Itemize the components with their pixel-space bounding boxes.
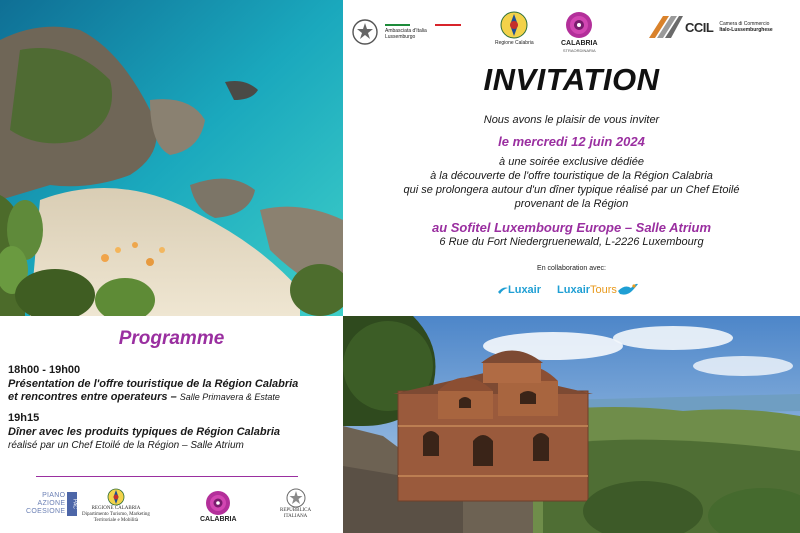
- regione-footer-line-2: Dipartimento Turismo, Marketing: [82, 512, 150, 517]
- regione-calabria-footer-logo: [82, 488, 150, 524]
- luxairtours-word-a: Luxair: [557, 284, 591, 296]
- calabria-straordinaria-logo: [561, 10, 598, 53]
- luxairtours-word-b: Tours: [590, 284, 617, 296]
- regione-footer-line-3: Territoriale e Mobilità: [93, 518, 139, 523]
- repubblica-italiana-logo: [280, 488, 311, 520]
- ambasciata-line-2: Lussemburgo: [385, 34, 416, 40]
- slot-1-room: Salle Primavera & Estate: [179, 392, 280, 402]
- coastline-photo: [0, 0, 343, 316]
- repubblica-line-2: ITALIANA: [283, 514, 308, 519]
- invitation-date: le mercredi 12 juin 2024: [498, 134, 645, 149]
- slot-2-line-1: Dîner avec les produits typiques de Région Calabria: [8, 426, 281, 438]
- calabria-footer-text: CALABRIA: [200, 516, 237, 523]
- invitation-intro: Nous avons le plaisir de vous inviter: [483, 114, 660, 126]
- slot-1-line-2: et rencontres entre operateurs –: [8, 391, 177, 403]
- programme-title: Programme: [118, 328, 225, 349]
- camera-line-2: Italo-Lussemburghese: [719, 27, 773, 33]
- coastline-illustration: [0, 0, 343, 316]
- regione-small-caption: Regione Calabria: [495, 40, 534, 46]
- regione-crest-icon: [107, 488, 125, 506]
- programme-divider: [36, 476, 298, 477]
- slot-1-time: 18h00 - 19h00: [8, 364, 81, 376]
- ccil-wordmark: CCIL: [685, 19, 714, 35]
- calabria-footer-flower-icon: [204, 490, 232, 516]
- pac-word-3: COESIONE: [26, 508, 66, 515]
- luxair-swoosh-icon: [498, 285, 508, 295]
- invitation-address: 6 Rue du Fort Niedergruenewald, L-2226 Luxembourg: [439, 236, 704, 248]
- regione-calabria-logo: [495, 10, 534, 46]
- camera-line-1: Camera di Commercio: [719, 21, 770, 27]
- invitation-venue: au Sofitel Luxembourg Europe – Salle Atrium: [431, 220, 712, 235]
- italian-emblem-icon: [351, 18, 379, 46]
- invitation-body-4: provenant de la Région: [514, 198, 629, 210]
- luxairtours-bird-icon: [617, 282, 639, 298]
- luxair-wordmark: Luxair: [508, 284, 542, 296]
- repubblica-line-1: REPUBBLICA: [280, 508, 312, 513]
- luxair-logo: [498, 284, 541, 296]
- slot-2-time: 19h15: [8, 412, 40, 424]
- church-illustration: [343, 316, 800, 533]
- ccil-stripes-icon: [649, 16, 683, 38]
- camera-caption: [719, 21, 772, 33]
- ambasciata-line-1: Ambasciata d'Italia: [385, 28, 427, 34]
- italian-flag-stripe: [385, 24, 461, 26]
- invitation-body-3: qui se prolongera autour d'un dîner typique réalisé par un Chef Etoilé: [403, 184, 740, 196]
- invitation-panel: [343, 0, 800, 316]
- calabria-sub-text: STRAORDINARIA: [562, 48, 596, 53]
- calabria-crest-icon: [499, 10, 529, 40]
- ambasciata-caption: [385, 24, 461, 40]
- slot-2-line-2: réalisé par un Chef Etoilé de la Région – Salle Atrium: [8, 440, 244, 451]
- pac-words: [26, 492, 65, 516]
- invitation-title: INVITATION: [483, 62, 660, 97]
- pac-word-1: PIANO: [42, 492, 66, 499]
- pac-word-2: AZIONE: [37, 500, 66, 507]
- repubblica-emblem-icon: [286, 488, 306, 508]
- pac-tag: PAC: [67, 492, 77, 516]
- calabria-footer-logo: [200, 490, 237, 523]
- collaboration-partners: [498, 282, 639, 298]
- luxairtours-logo: [557, 282, 639, 298]
- collaboration-label: En collaboration avec:: [537, 265, 606, 272]
- church-landscape-photo: [343, 316, 800, 533]
- invitation-body-2: à la découverte de l'offre touristique de la Région Calabria: [430, 170, 713, 182]
- calabria-flower-icon: [563, 10, 595, 40]
- ambasciata-logo: [351, 18, 461, 46]
- pac-logo: [26, 492, 77, 516]
- slot-1-line-1: Présentation de l'offre touristique de la Région Calabria: [8, 378, 299, 390]
- invitation-body-1: à une soirée exclusive dédiée: [499, 156, 644, 168]
- programme-panel: [0, 316, 343, 533]
- regione-footer-line-1: REGIONE CALABRIA: [91, 506, 141, 511]
- slot-1-line-2-wrap: [8, 391, 343, 404]
- calabria-brand-text: CALABRIA: [561, 40, 598, 47]
- ccil-logo: [649, 16, 773, 38]
- partner-logos-header: [343, 10, 800, 54]
